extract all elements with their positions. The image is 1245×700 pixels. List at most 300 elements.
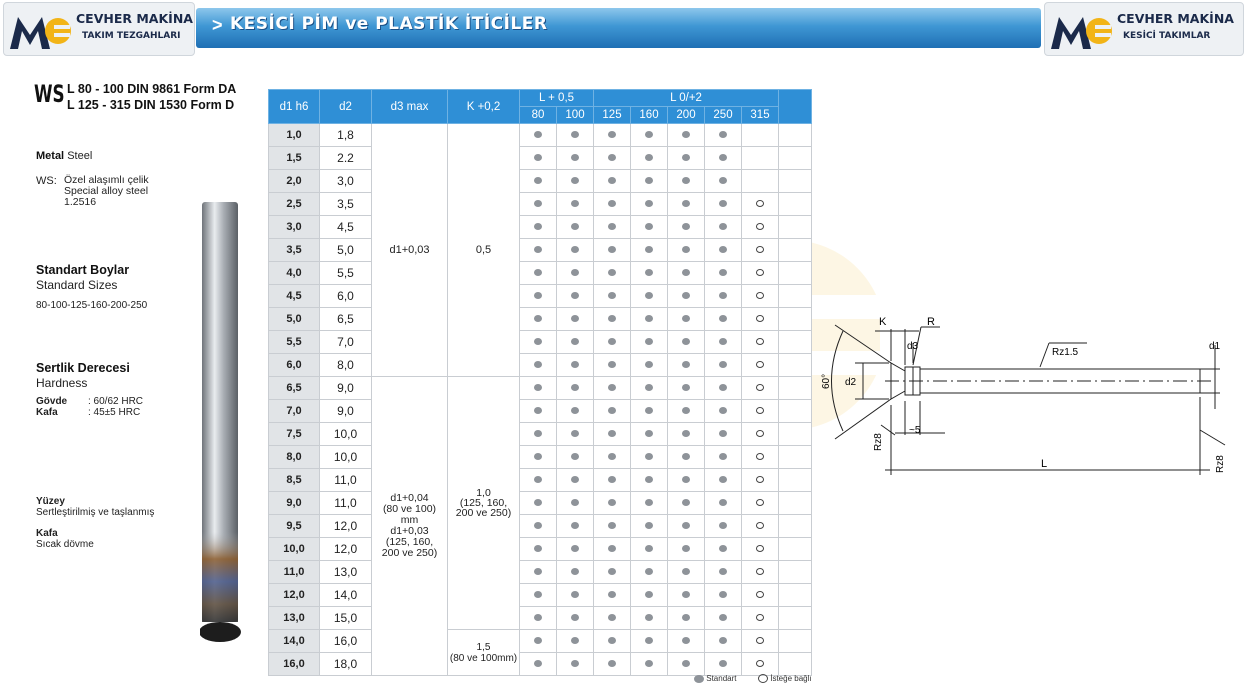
optional-ring-icon xyxy=(756,614,764,621)
availability-cell xyxy=(668,515,705,538)
table-row xyxy=(269,285,812,308)
availability-cell xyxy=(705,492,742,515)
table-row xyxy=(269,423,812,446)
left-logo-sub: TAKIM TEZGAHLARI xyxy=(82,31,181,41)
availability-cell xyxy=(668,377,705,400)
availability-cell xyxy=(631,561,668,584)
availability-cell xyxy=(557,630,594,653)
optional-ring-icon xyxy=(756,522,764,529)
blank-cell xyxy=(779,630,812,653)
availability-cell xyxy=(742,170,779,193)
blank-cell xyxy=(779,377,812,400)
availability-cell xyxy=(594,423,631,446)
cell-d1: 16,0 xyxy=(269,653,320,676)
standard-dot-icon xyxy=(645,131,653,138)
legend-optional xyxy=(758,674,812,683)
standard-dot-icon xyxy=(571,315,579,322)
availability-cell xyxy=(520,262,557,285)
standard-dot-icon xyxy=(682,200,690,207)
availability-cell xyxy=(557,492,594,515)
standard-dot-icon xyxy=(534,522,542,529)
availability-cell xyxy=(705,216,742,239)
availability-cell xyxy=(705,630,742,653)
standard-dot-icon xyxy=(534,338,542,345)
availability-cell xyxy=(520,630,557,653)
availability-cell xyxy=(742,354,779,377)
standard-dot-icon xyxy=(534,200,542,207)
cell-d1: 6,0 xyxy=(269,354,320,377)
availability-cell xyxy=(742,423,779,446)
standard-dot-icon xyxy=(608,315,616,322)
availability-cell xyxy=(520,538,557,561)
drawing-d2-label: d2 xyxy=(845,377,857,388)
table-row xyxy=(269,308,812,331)
availability-cell xyxy=(631,584,668,607)
availability-cell xyxy=(705,561,742,584)
availability-cell xyxy=(668,584,705,607)
optional-ring-icon xyxy=(756,499,764,506)
availability-cell xyxy=(594,515,631,538)
availability-cell xyxy=(705,331,742,354)
availability-cell xyxy=(631,630,668,653)
left-logo xyxy=(3,2,195,56)
availability-cell xyxy=(705,584,742,607)
table-row xyxy=(269,147,812,170)
blank-cell xyxy=(779,239,812,262)
blank-cell xyxy=(779,469,812,492)
cell-d1: 2,0 xyxy=(269,170,320,193)
availability-cell xyxy=(742,262,779,285)
optional-ring-icon xyxy=(756,200,764,207)
standard-dot-icon xyxy=(682,453,690,460)
availability-cell xyxy=(705,446,742,469)
availability-cell xyxy=(557,308,594,331)
availability-cell xyxy=(668,239,705,262)
right-logo-sub: KESİCİ TAKIMLAR xyxy=(1123,31,1211,41)
standard-dot-icon xyxy=(608,637,616,644)
table-row xyxy=(269,124,812,147)
cell-d1: 12,0 xyxy=(269,584,320,607)
availability-cell xyxy=(705,170,742,193)
standard-dot-icon xyxy=(682,545,690,552)
blank-cell xyxy=(779,308,812,331)
drawing-angle-label: 60° xyxy=(821,373,832,389)
availability-cell xyxy=(631,331,668,354)
merged-cell-line: 200 ve 250) xyxy=(455,507,512,519)
availability-cell xyxy=(557,653,594,676)
drawing-rz-top-label: Rz1.5 xyxy=(1052,347,1079,358)
table-row xyxy=(269,170,812,193)
standard-dot-icon xyxy=(719,154,727,161)
availability-cell xyxy=(520,492,557,515)
standard-dot-icon xyxy=(645,361,653,368)
standard-dot-icon xyxy=(608,476,616,483)
availability-cell xyxy=(705,354,742,377)
table-row xyxy=(269,400,812,423)
chevron-right-icon: > xyxy=(212,15,223,35)
blank-cell xyxy=(779,607,812,630)
availability-cell xyxy=(631,124,668,147)
cell-d2: 10,0 xyxy=(320,446,372,469)
availability-cell xyxy=(742,607,779,630)
merged-cell-line: 1,5 xyxy=(476,641,491,653)
cell-d2: 5,5 xyxy=(320,262,372,285)
blank-cell xyxy=(779,538,812,561)
header-d2: d2 xyxy=(320,90,372,124)
standard-dot-icon xyxy=(534,384,542,391)
availability-cell xyxy=(631,170,668,193)
table-row xyxy=(269,193,812,216)
availability-cell xyxy=(520,653,557,676)
standard-dot-icon xyxy=(571,154,579,161)
availability-cell xyxy=(742,308,779,331)
cell-d2: 11,0 xyxy=(320,469,372,492)
standard-dot-icon xyxy=(571,591,579,598)
standard-dot-icon xyxy=(534,430,542,437)
availability-cell xyxy=(594,354,631,377)
availability-cell xyxy=(557,124,594,147)
legend-optional-label: İsteğe bağlı xyxy=(770,674,812,683)
standard-dot-icon xyxy=(534,545,542,552)
cell-d2: 12,0 xyxy=(320,538,372,561)
availability-cell xyxy=(594,239,631,262)
cell-d2: 9,0 xyxy=(320,377,372,400)
availability-cell xyxy=(557,147,594,170)
availability-cell xyxy=(557,561,594,584)
standard-dot-icon xyxy=(534,476,542,483)
availability-cell xyxy=(705,377,742,400)
table-row xyxy=(269,538,812,561)
standard-dot-icon xyxy=(719,361,727,368)
availability-cell xyxy=(668,308,705,331)
merged-cell-line: 1,0 xyxy=(476,487,491,499)
cell-d2: 11,0 xyxy=(320,492,372,515)
standard-dot-icon xyxy=(534,246,542,253)
standard-dot-icon xyxy=(645,660,653,667)
availability-cell xyxy=(520,469,557,492)
availability-cell xyxy=(520,561,557,584)
availability-cell xyxy=(594,561,631,584)
availability-cell xyxy=(705,400,742,423)
standard-dot-icon xyxy=(719,453,727,460)
availability-cell xyxy=(631,469,668,492)
merged-cell-line: (80 ve 100) xyxy=(382,503,437,515)
header-l-tol2: L 0/+2 xyxy=(594,90,779,107)
table-row xyxy=(269,446,812,469)
product-line-2: L 125 - 315 DIN 1530 Form D xyxy=(67,98,235,112)
legend-standard xyxy=(694,674,736,683)
availability-cell xyxy=(742,561,779,584)
availability-cell xyxy=(742,377,779,400)
standard-dot-icon xyxy=(534,315,542,322)
cell-d3-group2 xyxy=(372,377,448,676)
availability-cell xyxy=(557,193,594,216)
hardness-title: Sertlik Derecesi xyxy=(36,361,130,375)
availability-cell xyxy=(557,285,594,308)
table-row xyxy=(269,584,812,607)
availability-cell xyxy=(742,216,779,239)
availability-cell xyxy=(520,446,557,469)
availability-cell xyxy=(742,469,779,492)
standard-dot-icon xyxy=(682,154,690,161)
availability-cell xyxy=(557,515,594,538)
standard-dot-icon xyxy=(645,637,653,644)
cell-d2: 2.2 xyxy=(320,147,372,170)
cell-d1: 7,5 xyxy=(269,423,320,446)
standard-dot-icon xyxy=(645,545,653,552)
cell-d1: 9,0 xyxy=(269,492,320,515)
left-logo-name: CEVHER MAKİNA xyxy=(76,11,193,26)
merged-cell-line: (125, 160, xyxy=(459,497,508,509)
availability-cell xyxy=(705,262,742,285)
metal-label: Metal xyxy=(36,150,65,162)
optional-ring-icon xyxy=(756,591,764,598)
availability-cell xyxy=(594,377,631,400)
cell-d1: 4,0 xyxy=(269,262,320,285)
availability-cell xyxy=(742,515,779,538)
cell-d1: 3,0 xyxy=(269,216,320,239)
cell-k-group3 xyxy=(448,630,520,676)
cell-d1: 14,0 xyxy=(269,630,320,653)
blank-cell xyxy=(779,492,812,515)
ws-material-lines xyxy=(64,175,149,208)
availability-cell xyxy=(594,308,631,331)
standard-dot-icon xyxy=(682,131,690,138)
standard-dot-icon xyxy=(682,338,690,345)
blank-cell xyxy=(779,216,812,239)
availability-cell xyxy=(631,653,668,676)
merged-cell-line: (80 ve 100mm) xyxy=(449,652,518,664)
legend-standard-label: Standart xyxy=(706,674,737,683)
cell-d1: 11,0 xyxy=(269,561,320,584)
standard-dot-icon xyxy=(608,591,616,598)
blank-cell xyxy=(779,584,812,607)
availability-cell xyxy=(742,124,779,147)
standard-dot-icon xyxy=(645,338,653,345)
availability-cell xyxy=(705,607,742,630)
availability-cell xyxy=(705,538,742,561)
standard-dot-icon xyxy=(571,614,579,621)
sizes-title: Standart Boylar xyxy=(36,263,130,277)
sizes-subtitle: Standard Sizes xyxy=(36,278,118,292)
availability-cell xyxy=(742,653,779,676)
dimension-table xyxy=(268,89,812,676)
merged-cell-line: (125, 160, xyxy=(385,536,434,548)
table-row xyxy=(269,216,812,239)
availability-cell xyxy=(631,423,668,446)
availability-cell xyxy=(594,607,631,630)
blank-cell xyxy=(779,147,812,170)
table-row xyxy=(269,515,812,538)
blank-cell xyxy=(779,262,812,285)
availability-cell xyxy=(594,584,631,607)
availability-cell xyxy=(668,446,705,469)
table-row xyxy=(269,239,812,262)
header-length: 100 xyxy=(557,107,594,124)
availability-cell xyxy=(631,538,668,561)
standard-dot-icon xyxy=(645,476,653,483)
cell-d1: 1,5 xyxy=(269,147,320,170)
availability-cell xyxy=(705,515,742,538)
cell-d2: 14,0 xyxy=(320,584,372,607)
cell-d2: 16,0 xyxy=(320,630,372,653)
merged-cell-line: 200 ve 250) xyxy=(381,547,438,559)
availability-cell xyxy=(742,446,779,469)
availability-cell xyxy=(520,216,557,239)
availability-cell xyxy=(742,193,779,216)
head-value: Sıcak dövme xyxy=(36,539,94,550)
availability-cell xyxy=(557,354,594,377)
header-k: K +0,2 xyxy=(448,90,520,124)
availability-cell xyxy=(557,262,594,285)
technical-drawing xyxy=(815,305,1235,485)
standard-dot-icon xyxy=(645,200,653,207)
standard-dot-icon xyxy=(645,430,653,437)
kafa-label: Kafa xyxy=(36,407,58,418)
ws-line: Special alloy steel xyxy=(64,185,149,197)
cell-d1: 7,0 xyxy=(269,400,320,423)
page-title: KESİCİ PİM ve PLASTİK İTİCİLER xyxy=(230,14,548,34)
standard-dot-icon xyxy=(682,430,690,437)
standard-dot-icon xyxy=(608,338,616,345)
availability-cell xyxy=(668,469,705,492)
standard-dot-icon xyxy=(571,476,579,483)
availability-cell xyxy=(594,400,631,423)
availability-cell xyxy=(557,170,594,193)
availability-cell xyxy=(557,239,594,262)
standard-dot-icon xyxy=(534,177,542,184)
availability-cell xyxy=(668,147,705,170)
availability-cell xyxy=(557,331,594,354)
standard-dot-icon xyxy=(645,568,653,575)
cell-d2: 6,0 xyxy=(320,285,372,308)
standard-dot-icon xyxy=(645,453,653,460)
blank-cell xyxy=(779,193,812,216)
standard-dot-icon xyxy=(719,246,727,253)
availability-cell xyxy=(594,538,631,561)
availability-cell xyxy=(520,354,557,377)
standard-dot-icon xyxy=(534,453,542,460)
standard-dot-icon xyxy=(571,384,579,391)
standard-dot-icon xyxy=(645,499,653,506)
availability-cell xyxy=(668,653,705,676)
availability-cell xyxy=(668,262,705,285)
drawing-l-label: L xyxy=(1041,458,1048,470)
cell-d2: 1,8 xyxy=(320,124,372,147)
standard-dot-icon xyxy=(571,292,579,299)
standard-dot-icon xyxy=(719,177,727,184)
standard-dot-icon xyxy=(694,675,704,683)
availability-cell xyxy=(668,607,705,630)
availability-cell xyxy=(594,469,631,492)
standard-dot-icon xyxy=(682,660,690,667)
sizes-values: 80-100-125-160-200-250 xyxy=(36,300,148,311)
standard-dot-icon xyxy=(645,407,653,414)
availability-cell xyxy=(705,239,742,262)
standard-dot-icon xyxy=(608,453,616,460)
drawing-rz-right-label: Rz8 xyxy=(1215,455,1226,473)
cell-d1: 5,0 xyxy=(269,308,320,331)
availability-cell xyxy=(520,239,557,262)
availability-cell xyxy=(557,400,594,423)
standard-dot-icon xyxy=(645,384,653,391)
availability-cell xyxy=(557,216,594,239)
standard-dot-icon xyxy=(534,660,542,667)
header xyxy=(0,0,1245,56)
availability-cell xyxy=(631,492,668,515)
availability-cell xyxy=(668,193,705,216)
availability-cell xyxy=(668,423,705,446)
availability-cell xyxy=(557,607,594,630)
blank-cell xyxy=(779,124,812,147)
kafa-value: : 45±5 HRC xyxy=(88,407,141,418)
availability-cell xyxy=(631,308,668,331)
header-length: 80 xyxy=(520,107,557,124)
standard-dot-icon xyxy=(608,154,616,161)
drawing-d3-label: d3 xyxy=(907,341,919,352)
standard-dot-icon xyxy=(608,568,616,575)
availability-cell xyxy=(742,331,779,354)
availability-cell xyxy=(631,377,668,400)
drawing-approx5-label: ~5 xyxy=(909,425,921,436)
cell-d2: 6,5 xyxy=(320,308,372,331)
availability-cell xyxy=(631,262,668,285)
standard-dot-icon xyxy=(608,545,616,552)
cell-d1: 4,5 xyxy=(269,285,320,308)
table-row xyxy=(269,561,812,584)
standard-dot-icon xyxy=(534,292,542,299)
cell-k-group1: 0,5 xyxy=(448,124,520,377)
standard-dot-icon xyxy=(608,361,616,368)
optional-ring-icon xyxy=(756,430,764,437)
blank-cell xyxy=(779,285,812,308)
standard-dot-icon xyxy=(571,407,579,414)
availability-cell xyxy=(594,124,631,147)
optional-ring-icon xyxy=(756,637,764,644)
head-title: Kafa xyxy=(36,528,58,539)
availability-cell xyxy=(742,239,779,262)
optional-ring-icon xyxy=(756,545,764,552)
standard-dot-icon xyxy=(682,269,690,276)
standard-dot-icon xyxy=(719,476,727,483)
blank-cell xyxy=(779,653,812,676)
table-row xyxy=(269,377,812,400)
availability-cell xyxy=(705,193,742,216)
standard-dot-icon xyxy=(534,499,542,506)
standard-dot-icon xyxy=(682,384,690,391)
logo-mark-icon xyxy=(10,11,74,49)
logo-mark-icon xyxy=(1051,11,1115,49)
availability-cell xyxy=(631,515,668,538)
cell-d1: 10,0 xyxy=(269,538,320,561)
header-length: 315 xyxy=(742,107,779,124)
availability-cell xyxy=(742,538,779,561)
cell-d1: 2,5 xyxy=(269,193,320,216)
cell-d1: 5,5 xyxy=(269,331,320,354)
standard-dot-icon xyxy=(608,499,616,506)
availability-cell xyxy=(520,124,557,147)
cell-d1: 6,5 xyxy=(269,377,320,400)
merged-cell-line: mm xyxy=(400,514,419,526)
standard-dot-icon xyxy=(534,269,542,276)
availability-cell xyxy=(594,630,631,653)
standard-dot-icon xyxy=(645,292,653,299)
standard-dot-icon xyxy=(719,200,727,207)
availability-cell xyxy=(705,147,742,170)
standard-dot-icon xyxy=(608,292,616,299)
availability-cell xyxy=(668,285,705,308)
availability-cell xyxy=(594,285,631,308)
